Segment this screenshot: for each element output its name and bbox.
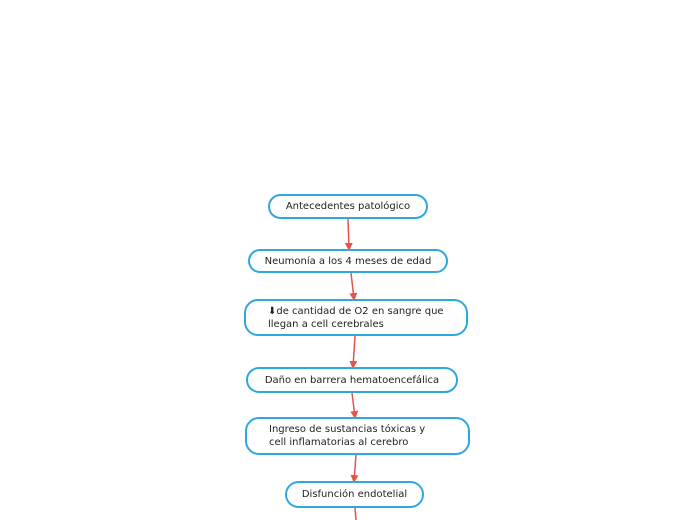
node-antecedentes[interactable] — [268, 194, 428, 219]
node-neumonia[interactable] — [248, 249, 448, 273]
connector-arrow — [353, 336, 355, 367]
node-label: Ingreso de sustancias tóxicas y cell inflamatorias al cerebro — [269, 424, 426, 448]
node-disfuncion[interactable] — [285, 481, 424, 508]
node-label: Daño en barrera hematoencefálica — [264, 374, 440, 386]
connector-arrow — [354, 455, 356, 481]
connector-arrow — [348, 219, 349, 249]
connector-arrow — [351, 273, 354, 299]
node-barrera[interactable] — [246, 367, 458, 393]
node-label: Neumonía a los 4 meses de edad — [264, 255, 432, 267]
connector-arrow — [355, 508, 356, 520]
node-sustancias[interactable] — [245, 417, 470, 455]
node-label: Disfunción endotelial — [301, 489, 408, 500]
node-label: ⬇de cantidad de O2 en sangre que llegan a cell cerebrales — [268, 305, 444, 330]
node-label: Antecedentes patológico — [285, 201, 411, 212]
connector-arrow — [352, 393, 355, 417]
node-oxigeno[interactable] — [244, 299, 468, 336]
